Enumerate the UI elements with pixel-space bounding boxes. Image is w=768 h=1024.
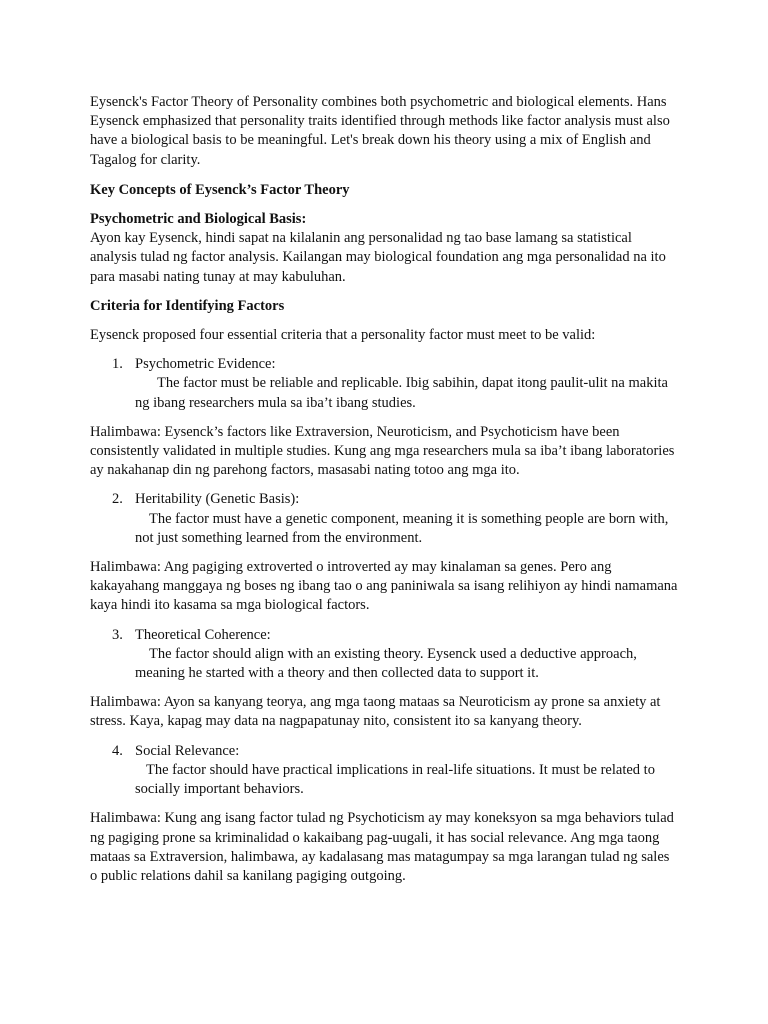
criterion-number: 4. xyxy=(112,742,123,759)
criterion-title: Heritability (Genetic Basis): xyxy=(135,491,300,508)
criterion-description: The factor must be reliable and replicable. Ibig sabihin, dapat itong paulit-ulit na makita ng ibang researchers mula sa iba’t ibang studies. xyxy=(135,375,668,411)
criteria-heading: Criteria for Identifying Factors xyxy=(90,297,285,314)
criterion-title: Social Relevance: xyxy=(135,742,240,759)
basis-section xyxy=(90,210,678,287)
criterion-item xyxy=(90,742,678,800)
criterion-example: Halimbawa: Eysenck’s factors like Extraversion, Neuroticism, and Psychoticism have been consistently validated in multiple studies. Kung ang mga researchers mula sa iba’t ibang laboratories ay nakahanap din ng parehong factors, masasabi nating totoo ang mga ito. xyxy=(90,423,675,479)
criterion-item xyxy=(90,490,678,548)
criteria-intro: Eysenck proposed four essential criteria that a personality factor must meet to be valid: xyxy=(90,327,596,344)
criterion-example: Halimbawa: Ang pagiging extroverted o introverted ay may kinalaman sa genes. Pero ang kakayahang manggaya ng boses ng ibang tao o ang paniniwala sa isang relihiyon ay hindi namamana kaya hindi ito kasama sa mga biological factors. xyxy=(90,559,678,614)
key-concepts-heading: Key Concepts of Eysenck’s Factor Theory xyxy=(90,181,350,198)
criterion-description: The factor should align with an existing theory. Eysenck used a deductive approach, meaning he started with a theory and then collected data to support it. xyxy=(135,645,637,682)
basis-text: Ayon kay Eysenck, hindi sapat na kilalanin ang personalidad ng tao base lamang sa statistical analysis tulad ng factor analysis. Kailangan may biological foundation ang mga personalidad na ito para masabi nating tunay at may kabuluhan. xyxy=(90,230,666,285)
criterion-title: Theoretical Coherence: xyxy=(135,626,271,643)
criterion-item xyxy=(90,626,678,684)
criterion-example: Halimbawa: Ayon sa kanyang teorya, ang mga taong mataas sa Neuroticism ay prone sa anxiety at stress. Kaya, kapag may data na nagpapatunay nito, consistent ito sa kanyang theory. xyxy=(90,694,661,730)
criterion-title: Psychometric Evidence: xyxy=(135,356,276,373)
criterion-description: The factor should have practical implications in real-life situations. It must be related to socially important behaviors. xyxy=(135,761,655,798)
criterion-number: 3. xyxy=(112,626,123,643)
criterion-number: 2. xyxy=(112,491,123,508)
criterion-item xyxy=(90,355,678,413)
intro-paragraph: Eysenck's Factor Theory of Personality combines both psychometric and biological elements. Hans Eysenck emphasized that personality traits identified through methods like factor analysis must also have a biological basis to be meaningful. Let's break down his theory using a mix of English and Tagalog for clarity. xyxy=(90,94,670,168)
basis-heading: Psychometric and Biological Basis: xyxy=(90,211,307,228)
criterion-number: 1. xyxy=(112,356,123,373)
criterion-description: The factor must have a genetic component, meaning it is something people are born with, not just something learned from the environment. xyxy=(135,510,669,546)
criterion-example: Halimbawa: Kung ang isang factor tulad ng Psychoticism ay may koneksyon sa mga behaviors tulad ng pagiging prone sa kriminalidad o kakaibang pag-uugali, it has social relevance. Ang mga taong mataas sa Extraversion, halimbawa, ay kadalasang mas matagumpay sa mga larangan tulad ng sales o public relations dahil sa kanilang pagiging outgoing. xyxy=(90,810,674,884)
